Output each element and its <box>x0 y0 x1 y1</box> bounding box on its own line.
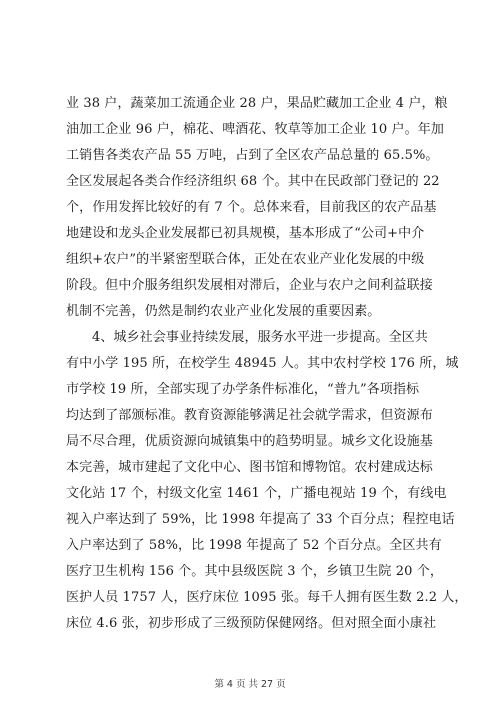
body-line: 医疗卫生机构 156 个。其中县级医院 3 个，乡镇卫生院 20 个， <box>66 564 443 579</box>
body-line: 有中小学 195 所，在校学生 48945 人。其中农村学校 176 所，城 <box>66 356 459 371</box>
body-line: 市学校 19 所，全部实现了办学条件标准化，“普九”各项指标 <box>66 382 420 397</box>
body-line: 视入户率达到了 59%，比 1998 年提高了 33 个百分点；程控电话 <box>66 512 455 527</box>
body-line: 本完善，城市建起了文化中心、图书馆和博物馆。农村建成达标 <box>66 460 433 475</box>
body-line: 文化站 17 个，村级文化室 1461 个，广播电视站 19 个，有线电 <box>66 486 447 501</box>
body-line: 局不尽合理，优质资源向城镇集中的趋势明显。城乡文化设施基 <box>66 434 433 449</box>
body-line: 个，作用发挥比较好的有 7 个。总体来看，目前我区的农产品基 <box>66 200 437 215</box>
body-line: 床位 4.6 张，初步形成了三级预防保健网络。但对照全面小康社 <box>66 616 437 631</box>
body-line: 阶段。但中介服务组织发展相对滞后，企业与农户之间利益联接 <box>66 278 433 293</box>
body-line: 业 38 户，蔬菜加工流通企业 28 户，果品贮藏加工企业 4 户，粮 <box>66 96 448 111</box>
body-line: 工销售各类农产品 55 万吨，占到了全区农产品总量的 65.5%。 <box>66 148 439 163</box>
page-footer: 第 4 页 共 27 页 <box>214 679 286 690</box>
body-line: 均达到了部颁标准。教育资源能够满足社会就学需求，但资源布 <box>66 408 433 423</box>
body-line: 全区发展起各类合作经济组织 68 个。其中在民政部门登记的 22 <box>66 174 440 189</box>
body-line: 医护人员 1757 人，医疗床位 1095 张。每千人拥有医生数 2.2 人， <box>66 590 468 605</box>
body-line: 机制不完善，仍然是制约农业产业化发展的重要因素。 <box>66 304 381 319</box>
body-line: 地建设和龙头企业发展都已初具规模，基本形成了“公司+中介 <box>66 226 425 241</box>
body-line: 油加工企业 96 户，棉花、啤酒花、牧草等加工企业 10 户。年加 <box>66 122 444 137</box>
body-line: 入户率达到了 58%，比 1998 年提高了 52 个百分点。全区共有 <box>66 538 442 553</box>
paragraph-start-line: 4、城乡社会事业持续发展，服务水平进一步提高。全区共 <box>92 330 428 345</box>
document-body <box>66 91 468 637</box>
body-line: 组织+农户”的半紧密型联合体，正处在农业产业化发展的中级 <box>66 252 425 267</box>
